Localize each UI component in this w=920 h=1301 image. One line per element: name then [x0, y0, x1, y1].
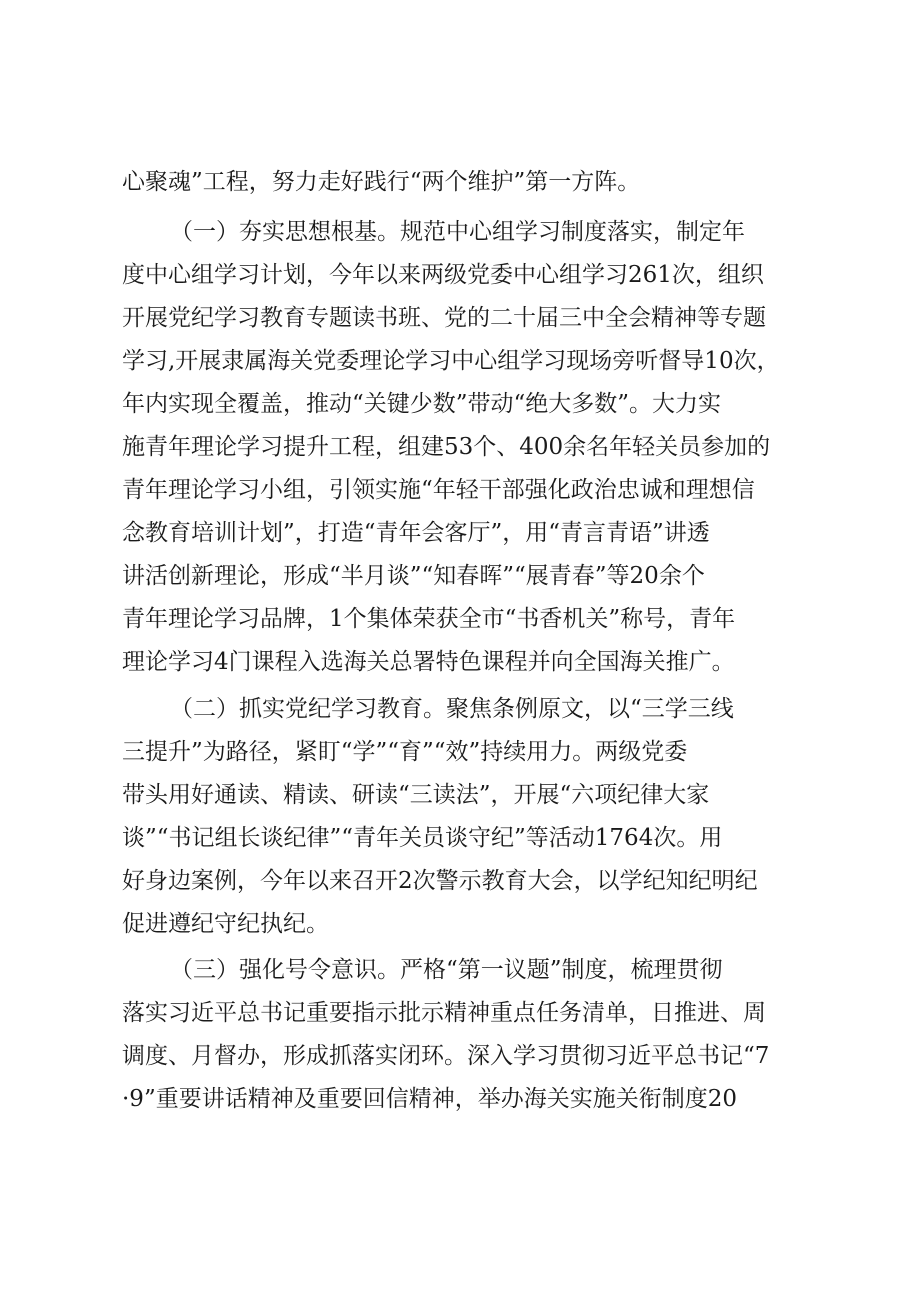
paragraph-1-start: （一）夯实思想根基。规范中心组学习制度落实，制定年 [170, 219, 745, 245]
text-line: 谈”“书记组长谈纪律”“青年关员谈守纪”等活动1764次。用 [122, 825, 723, 851]
text-line: 三提升”为路径，紧盯“学”“育”“效”持续用力。两级党委 [122, 739, 688, 765]
text-line: 青年理论学习小组，引领实施“年轻干部强化政治忠诚和理想信 [122, 477, 755, 503]
text-line: 心聚魂”工程，努力走好践行“两个维护”第一方阵。 [122, 169, 641, 195]
text-line: 好身边案例，今年以来召开2次警示教育大会，以学纪知纪明纪 [122, 868, 758, 894]
text-line: 开展党纪学习教育专题读书班、党的二十届三中全会精神等专题 [122, 305, 766, 331]
paragraph-3-start: （三）强化号令意识。严格“第一议题”制度，梳理贯彻 [170, 957, 723, 983]
text-line: 理论学习4门课程入选海关总署特色课程并向全国海关推广。 [122, 649, 735, 675]
text-line: 调度、月督办，形成抓落实闭环。深入学习贯彻习近平总书记“7 [122, 1043, 770, 1069]
text-line: 促进遵纪守纪执纪。 [122, 911, 329, 937]
text-line: 青年理论学习品牌，1个集体荣获全市“书香机关”称号，青年 [122, 606, 736, 632]
text-line: 学习,开展隶属海关党委理论学习中心组学习现场旁听督导10次， [122, 348, 780, 374]
text-line: 度中心组学习计划，今年以来两级党委中心组学习261次，组织 [122, 262, 764, 288]
text-line: 带头用好通读、精读、研读“三读法”，开展“六项纪律大家 [122, 782, 710, 808]
text-line: 讲活创新理论，形成“半月谈”“知春晖”“展青春”等20余个 [122, 563, 705, 589]
paragraph-2-start: （二）抓实党纪学习教育。聚焦条例原文，以“三学三线 [170, 696, 734, 722]
text-line: 落实习近平总书记重要指示批示精神重点任务清单，日推进、周 [122, 1000, 766, 1026]
text-line: 念教育培训计划”，打造“青年会客厅”，用“青言青语”讲透 [122, 520, 710, 546]
text-line: ·9”重要讲话精神及重要回信精神，举办海关实施关衔制度20 [122, 1086, 737, 1112]
text-line: 施青年理论学习提升工程，组建53个、400余名年轻关员参加的 [122, 434, 771, 460]
text-line: 年内实现全覆盖，推动“关键少数”带动“绝大多数”。大力实 [122, 391, 722, 417]
